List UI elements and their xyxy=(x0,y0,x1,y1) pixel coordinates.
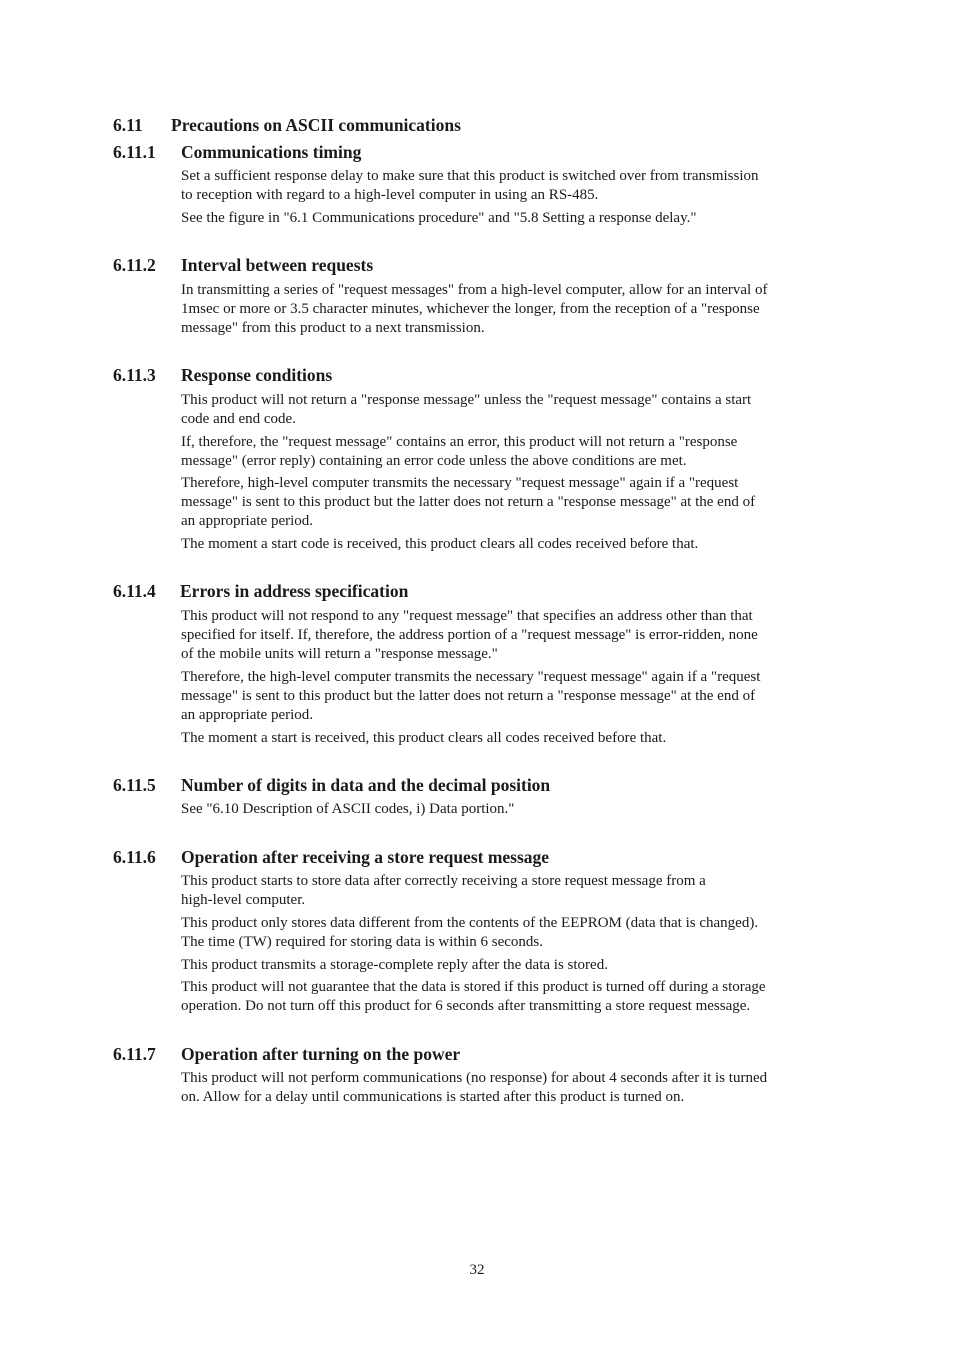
paragraph: Set a sufficient response delay to make sure that this product is switched over from transmission to reception with regard to a high-level computer in using an RS-485. xyxy=(181,168,759,204)
main-heading-title: Precautions on ASCII communications xyxy=(171,115,461,135)
section-number: 6.11.7 xyxy=(113,1044,156,1064)
section-title: Operation after receiving a store request message xyxy=(181,847,550,867)
paragraph: See "6.10 Description of ASCII codes, i) Data portion." xyxy=(181,801,515,817)
paragraph: This product will not return a "response message" unless the "request message" contains a start code and end code. xyxy=(181,392,752,428)
main-heading-number: 6.11 xyxy=(113,115,143,135)
paragraph: This product only stores data different from the contents of the EEPROM (data that is changed). The time (TW) required for storing data is within 6 seconds. xyxy=(181,915,759,951)
section-number: 6.11.2 xyxy=(113,255,156,275)
section-heading xyxy=(113,1044,460,1064)
section-title: Interval between requests xyxy=(181,255,374,275)
paragraph: This product starts to store data after correctly receiving a store request message from a high-level computer. xyxy=(181,873,706,909)
section-heading xyxy=(113,365,332,385)
paragraph: This product will not respond to any "request message" that specifies an address other than that specified for itself. If, therefore, the address portion of a "request message" is error-ridden, none of the mobile units will return a "response message." xyxy=(181,608,758,663)
paragraph: Therefore, high-level computer transmits the necessary "request message" again if a "request message" is sent to this product but the latter does not return a "response message" at the end of an appropriate period. xyxy=(181,475,756,530)
section-number: 6.11.5 xyxy=(113,775,156,795)
section-title: Operation after turning on the power xyxy=(181,1044,461,1064)
section-number: 6.11.3 xyxy=(113,365,156,385)
paragraph: This product transmits a storage-complete reply after the data is stored. xyxy=(181,957,608,973)
section-title: Response conditions xyxy=(181,365,333,385)
section-heading xyxy=(113,847,549,867)
paragraph: If, therefore, the "request message" contains an error, this product will not return a "response message" (error reply) containing an error code unless the above conditions are met. xyxy=(181,434,738,470)
page-number: 32 xyxy=(469,1262,485,1278)
section-heading xyxy=(113,255,373,275)
paragraph: The moment a start is received, this product clears all codes received before that. xyxy=(181,730,667,746)
paragraph: Therefore, the high-level computer transmits the necessary "request message" again if a "request message" is sent to this product but the latter does not return a "response message" at the end of an appropriate period. xyxy=(181,669,761,724)
section-title: Number of digits in data and the decimal position xyxy=(181,775,551,795)
section-number: 6.11.6 xyxy=(113,847,156,867)
section-heading xyxy=(113,775,550,795)
main-heading xyxy=(113,115,461,135)
paragraph: In transmitting a series of "request messages" from a high-level computer, allow for an interval of 1msec or more or 3.5 character minutes, whichever the longer, from the reception of a "response message" from this product to a next transmission. xyxy=(181,282,768,337)
paragraph: This product will not guarantee that the data is stored if this product is turned off during a storage operation. Do not turn off this product for 6 seconds after transmitting a store request message. xyxy=(181,979,766,1015)
paragraph: See the figure in "6.1 Communications procedure" and "5.8 Setting a response delay." xyxy=(181,210,697,226)
section-number: 6.11.4 xyxy=(113,581,156,601)
section-heading xyxy=(113,142,361,162)
section-title: Communications timing xyxy=(181,142,362,162)
section-number: 6.11.1 xyxy=(113,142,156,162)
section-heading xyxy=(113,581,408,601)
paragraph: This product will not perform communications (no response) for about 4 seconds after it is turned on. Allow for a delay until communications is started after this product is turned on. xyxy=(181,1070,768,1106)
paragraph: The moment a start code is received, this product clears all codes received before that. xyxy=(181,536,699,552)
section-title: Errors in address specification xyxy=(180,581,409,601)
